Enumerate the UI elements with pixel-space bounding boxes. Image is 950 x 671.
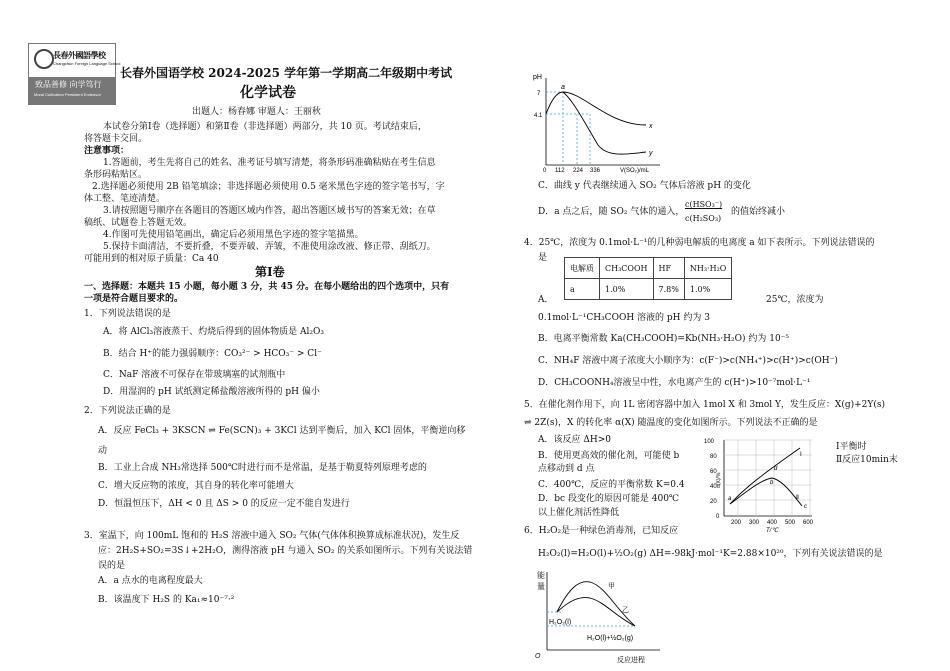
q3-d-numerator: c(HSO₃⁻) [685, 200, 723, 209]
svg-text:400: 400 [767, 520, 778, 526]
atomic-mass: 可能用到的相对原子质量：Ca 40 [84, 254, 219, 264]
svg-text:40: 40 [710, 484, 717, 490]
table-header: HF [653, 258, 684, 279]
svg-text:500: 500 [785, 520, 796, 526]
q3-option-c: C．曲线 y 代表继续通入 SO₂ 气体后溶液 pH 的变化 [538, 181, 751, 191]
q4-ionization-table [564, 257, 732, 300]
q2-option-c: C．增大反应物的浓度，其自身的转化率可能增大 [98, 481, 294, 491]
school-logo [28, 43, 121, 105]
notice-line: 2.选择题必须使用 2B 铅笔填涂；非选择题必须使用 0.5 毫米黑色字迹的签字笔书写，字 [92, 182, 445, 192]
q3-y-label: pH [533, 74, 542, 81]
svg-text:b: b [770, 480, 774, 486]
svg-text:能: 能 [537, 571, 545, 580]
q2-option-a-cont: 动 [98, 446, 108, 456]
q4-option-b: B．电离平衡常数 Ka(CH₃COOH)=Kb(NH₃·H₂O) 约为 10⁻⁵ [538, 334, 790, 344]
q5-option-b-cont: 点移动到 d 点 [538, 464, 595, 474]
q5-stem-cont: ⇌ 2Z(s)，X 的转化率 α(X) 随温度的变化如图所示。下列说法不正确的是 [524, 418, 818, 428]
q5-option-d: D．bc 段变化的原因可能是 400℃ [538, 494, 679, 504]
svg-text:600: 600 [803, 520, 814, 526]
q5-legend-1: Ⅰ平衡时 [836, 442, 867, 452]
exam-title: 长春外国语学校 2024-2025 学年第一学期高二年级期中考试 [120, 66, 453, 80]
q3-option-b: B．该温度下 H₂S 的 Ka₁≈10⁻⁷·² [98, 595, 235, 605]
notice-line: 条形码粘贴区。 [84, 170, 148, 180]
table-row [565, 279, 732, 300]
table-cell: a [565, 279, 600, 300]
table-header: 电解质 [565, 258, 600, 279]
q3-stem: 3．室温下，向 100mL 饱和的 H₂S 溶液中通入 SO₂ 气体(气体体积换算成标准状况)，发生反 [84, 531, 460, 541]
q3-d-denominator: c(H₂SO₃) [685, 214, 722, 223]
notice-title: 注意事项： [84, 146, 130, 156]
q3-stem-cont: 误的是 [98, 561, 126, 571]
svg-text:80: 80 [710, 454, 717, 460]
q3-ph-graph [528, 70, 678, 175]
q3-x-tick: 0 [543, 168, 547, 174]
svg-text:300: 300 [749, 520, 760, 526]
svg-text:d: d [774, 466, 778, 472]
q5-legend-2: Ⅱ反应10min末 [836, 455, 898, 465]
q3-y-tick: 4.1 [534, 113, 543, 119]
school-emblem-icon [34, 49, 54, 69]
logo-motto-en: Moral Cultivation Persistent Endeavor [34, 92, 101, 97]
q3-d-post: 的值始终减小 [731, 207, 786, 217]
q5-curve-ii [730, 478, 802, 506]
q3-x-tick: 224 [573, 168, 584, 174]
q1-option-d: D．用湿润的 pH 试纸测定稀盐酸溶液所得的 pH 偏小 [103, 387, 320, 397]
table-cell: 1.0% [684, 279, 731, 300]
logo-motto: 致品善修 向学笃行 [35, 80, 102, 89]
table-row [565, 258, 732, 279]
q5-option-d-cont: 以上催化剂活性降低 [538, 508, 620, 518]
q3-curve-x-label: x [649, 123, 653, 130]
section-desc: 一、选择题：本题共 15 小题，每小题 3 分，共 45 分。在每小题给出的四个选项中，只有 [84, 282, 450, 292]
logo-name-en: Changchun Foreign Language School [53, 61, 121, 66]
q2-option-b: B．工业上合成 NH₃常选择 500℃时进行而不是常温，是基于勒夏特列原理考虑的 [98, 463, 427, 473]
q5-option-b: B．使用更高效的催化剂，可能使 b [538, 451, 680, 461]
svg-text:a: a [728, 496, 732, 502]
section-title: 第Ⅰ卷 [255, 265, 285, 279]
q3-y-tick: 7 [537, 91, 541, 97]
svg-text:0: 0 [716, 514, 720, 520]
q3-x-label: V(SO₂)/mL [620, 168, 649, 174]
q2-stem: 2．下列说法正确的是 [84, 406, 171, 416]
svg-text:反应进程: 反应进程 [617, 657, 645, 664]
q5-option-a: A．该反应 ΔH>0 [538, 435, 611, 445]
notice-line: 体工整、笔迹清楚。 [84, 194, 166, 204]
notice-line: 4.作图可先使用铅笔画出，确定后必须用黑色字迹的签字笔描黑。 [103, 230, 364, 240]
notice-line: 稿纸、试题卷上答题无效。 [84, 218, 193, 228]
svg-text:H₂O₂(l): H₂O₂(l) [549, 619, 572, 626]
q3-curve-y-label: y [649, 150, 653, 157]
intro-line: 本试卷分第Ⅰ卷（选择题）和第Ⅱ卷（非选择题）两部分，共 10 页。考试结束后， [103, 122, 427, 132]
q5-option-c: C．400℃，反应的平衡常数 K=0.4 [538, 480, 685, 490]
q4-option-a: A． [538, 295, 554, 305]
logo-name-zh: 長春外國語學校 [53, 50, 106, 60]
svg-text:20: 20 [710, 499, 717, 505]
intro-line: 将答题卡交回。 [84, 134, 148, 144]
q3-point-a: a [561, 84, 565, 91]
q3-option-a: A．a 点水的电离程度最大 [98, 576, 203, 586]
table-cell: 7.8% [653, 279, 684, 300]
svg-text:100: 100 [704, 439, 715, 445]
q3-curve-y [563, 92, 646, 154]
q4-option-a-line2: 0.1mol·L⁻¹CH₃COOH 溶液的 pH 约为 3 [538, 313, 710, 323]
svg-text:60: 60 [710, 469, 717, 475]
notice-line: 5.保持卡面清洁，不要折叠，不要弄破、弄皱，不准使用涂改液、修正带、刮纸刀。 [103, 242, 436, 252]
q1-option-a: A．将 AlCl₃溶液蒸干、灼烧后得到的固体物质是 Al₂O₃ [103, 327, 324, 337]
q5-stem: 5．在催化剂作用下，向 1L 密闭容器中加入 1mol X 和 3mol Y，发生反应：X(g)+2Y(s) [524, 400, 885, 410]
q1-option-b: B．结合 H⁺的能力强弱顺序：CO₃²⁻ > HCO₃⁻ > Cl⁻ [103, 349, 322, 359]
q4-stem-cont: 是 [538, 253, 548, 263]
q1-option-c: C．NaF 溶液不可保存在带玻璃塞的试剂瓶中 [103, 370, 286, 380]
q3-x-tick: 336 [590, 168, 601, 174]
q4-option-a-cont: 25℃，浓度为 [766, 295, 824, 305]
notice-line: 1.答题前，考生先将自己的姓名、准考证号填写清楚，将条形码准确粘贴在考生信息 [103, 158, 436, 168]
q6-stem-cont: H₂O₂(l)=H₂O(l)+½O₂(g) ΔH=-98kJ·mol⁻¹K=2.88×10²⁰，下列有关说法错误的是 [538, 549, 883, 559]
svg-text:H₂O(l)+½O₂(g): H₂O(l)+½O₂(g) [587, 635, 634, 642]
section-desc: 一项是符合题目要求的。 [84, 294, 184, 304]
svg-text:α(X)/%: α(X)/% [716, 472, 722, 488]
notice-line: 3.请按照题号顺序在各题目的答题区域内作答，超出答题区域书写的答案无效；在草 [103, 206, 436, 216]
svg-text:乙: 乙 [622, 607, 629, 614]
q1-stem: 1．下列说法错误的是 [84, 309, 171, 319]
subject-title: 化学试卷 [240, 85, 296, 101]
authors: 出题人：杨春娜 审题人：王丽秋 [192, 107, 321, 117]
svg-text:O: O [535, 653, 541, 660]
q5-conversion-graph [700, 438, 820, 534]
svg-text:甲: 甲 [608, 583, 615, 590]
q3-x-tick: 112 [555, 168, 565, 174]
svg-text:c: c [804, 504, 807, 510]
q4-option-c: C．NH₄F 溶液中离子浓度大小顺序为：c(F⁻)>c(NH₄⁺)>c(H⁺)>c(OH⁻) [538, 356, 838, 366]
table-cell: 1.0% [600, 279, 654, 300]
svg-text:200: 200 [731, 520, 742, 526]
q4-option-d: D．CH₃COONH₄溶液呈中性，水电离产生的 c(H⁺)>10⁻⁷mol·L⁻¹ [538, 378, 811, 388]
table-header: CH₃COOH [600, 258, 654, 279]
q3-option-d: D．a 点之后，随 SO₂ 气体的通入， [538, 207, 685, 217]
q4-stem: 4．25℃，浓度为 0.1mol·L⁻¹的几种弱电解质的电离度 a 如下表所示。下列说法错误的 [524, 238, 875, 248]
svg-text:量: 量 [537, 582, 545, 591]
svg-text:Ⅱ: Ⅱ [796, 495, 799, 501]
q2-option-a: A．反应 FeCl₃ + 3KSCN ⇌ Fe(SCN)₃ + 3KCl 达到平衡后，加入 KCl 固体，平衡逆向移 [98, 426, 466, 436]
svg-text:Ⅰ: Ⅰ [800, 452, 802, 458]
svg-text:T/℃: T/℃ [766, 528, 779, 534]
table-header: NH₃·H₂O [684, 258, 731, 279]
q3-stem-cont: 应：2H₂S+SO₂=3S↓+2H₂O，测得溶液 pH 与通入 SO₂ 的关系如图所示。下列有关说法错 [98, 546, 473, 556]
q2-option-d: D．恒温恒压下，ΔH < 0 且 ΔS > 0 的反应一定不能自发进行 [98, 499, 350, 509]
q6-energy-graph [535, 568, 665, 666]
q6-stem: 6．H₂O₂是一种绿色消毒剂，已知反应 [524, 526, 679, 536]
q3-curve-x [546, 92, 646, 125]
